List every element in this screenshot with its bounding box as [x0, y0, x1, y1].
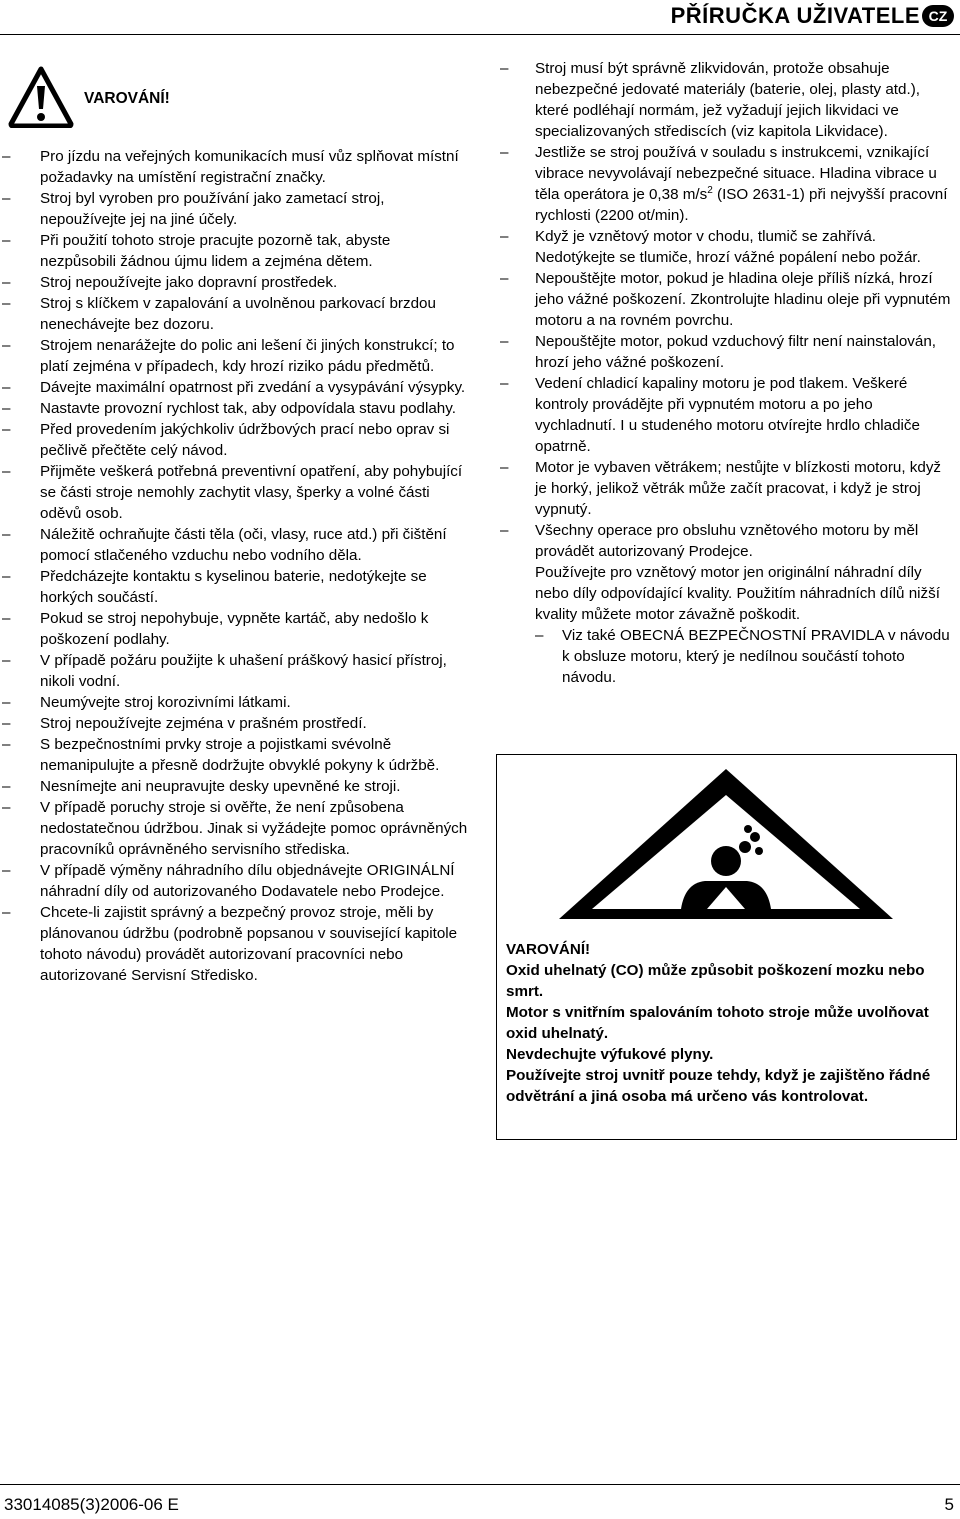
air-filter-item: – Nepouštějte motor, pokud vzduchový filtr není nainstalován, hrozí jeho vážné poškození.	[500, 333, 937, 371]
see-also-item: – Viz také OBECNÁ BEZPEČNOSTNÍ PRAVIDLA v návodu k obsluze motoru, který je nedílnou součástí tohoto návodu.	[535, 627, 950, 686]
list-item: – Dávejte maximální opatrnost při zvedání a vysypávání výsypky.	[2, 379, 466, 396]
left-safety-list	[0, 146, 470, 986]
list-item: – Stroj byl vyroben pro používání jako zametací stroj, nepoužívejte jej na jiné účely.	[2, 190, 385, 228]
list-item: – Strojem nenarážejte do polic ani lešení či jiných konstrukcí; to platí zejména v případech, kdy hrozí riziko pádu předmětů.	[2, 337, 455, 375]
list-item: – Před provedením jakýchkoliv údržbových prací nebo oprav si pečlivě přečtěte celý návod.	[2, 421, 450, 459]
list-item: – V případě výměny náhradního dílu objednávejte ORIGINÁLNÍ náhradní díly od autorizovaného Dodavatele nebo Prodejce.	[2, 862, 455, 900]
document-number: 33014085(3)2006-06 E	[4, 1495, 179, 1514]
co-warning-line: Motor s vnitřním spalováním tohoto stroje může uvolňovat oxid uhelnatý.	[506, 1004, 929, 1042]
list-item: – Stroj nepoužívejte jako dopravní prostředek.	[2, 274, 338, 291]
co-warning-line: Nevdechujte výfukové plyny.	[506, 1046, 714, 1063]
list-item: – Nastavte provozní rychlost tak, aby odpovídala stavu podlahy.	[2, 400, 456, 417]
list-item: – Neumývejte stroj korozivními látkami.	[2, 694, 291, 711]
warning-triangle-icon	[8, 66, 74, 128]
list-item: – S bezpečnostními prvky stroje a pojistkami svévolně nemanipulujte a přesně dodržujte obvyklé pokyny k údržbě.	[2, 736, 440, 774]
spare-parts-paragraph: Používejte pro vznětový motor jen originální náhradní díly nebo díly odpovídající kvality. Použitím náhradních dílů nižší kvality můžete motor závažně poškodit.	[535, 564, 940, 623]
list-item: – Stroj s klíčkem v zapalování a uvolněnou parkovací brzdou nenechávejte bez dozoru.	[2, 295, 436, 333]
list-item: – Chcete-li zajistit správný a bezpečný provoz stroje, měli by plánovanou údržbu (podrobně popsanou v související kapitole tohoto návodu) provádět autorizovaní pracovníci nebo autorizované Servisní Středisko.	[2, 904, 458, 984]
warning-heading: VAROVÁNÍ!	[84, 90, 170, 107]
language-badge: CZ	[922, 5, 954, 27]
disposal-item: – Stroj musí být správně zlikvidován, protože obsahuje nebezpečné jedovaté materiály (baterie, olej, plasty atd.), které podléhají normám, jež vyžadují jejich likvidaci ve specializovaných střediscích (viz kapitola Likvidace).	[500, 60, 920, 140]
list-item: – Stroj nepoužívejte zejména v prašném prostředí.	[2, 715, 367, 732]
right-safety-list	[500, 58, 955, 688]
list-item: – Nesnímejte ani neupravujte desky upevněné ke stroji.	[2, 778, 401, 795]
list-item: – V případě požáru použijte k uhašení práškový hasicí přístroj, nikoli vodní.	[2, 652, 447, 690]
co-warning-line: Oxid uhelnatý (CO) může způsobit poškození mozku nebo smrt.	[506, 962, 925, 1000]
list-item: – V případě poruchy stroje si ověřte, že není způsobena nedostatečnou údržbou. Jinak si vyžádejte pomoc oprávněných pracovníků oprávněného servisního střediska.	[2, 799, 468, 858]
list-item: – Pokud se stroj nepohybuje, vypněte kartáč, aby nedošlo k poškození podlahy.	[2, 610, 429, 648]
co-warning-box	[496, 754, 957, 1140]
vibration-item: – Jestliže se stroj používá v souladu s instrukcemi, vznikající vibrace nevyvolávají nebezpečné situace. Hladina vibrace u těla operátora je 0,38 $m/s^2$ (ISO 2631-1) při nejvyšší pracovní rychlosti (2200 ot/min).	[500, 144, 948, 224]
fan-item: – Motor je vybaven větrákem; nestůjte v blízkosti motoru, když je horký, jelikož větrák může začít pracovat, i když je stroj vypnutý.	[500, 459, 942, 518]
list-item: – Při použití tohoto stroje pracujte pozorně tak, abyste nezpůsobili žádnou újmu lidem a zejména dětem.	[2, 232, 391, 270]
oil-level-item: – Nepouštějte motor, pokud je hladina oleje příliš nízká, hrozí jeho vážné poškození. Zkontrolujte hladinu oleje při vypnutém motoru a na rovném povrchu.	[500, 270, 951, 329]
warning-heading-block	[0, 62, 470, 136]
list-item: – Přijměte veškerá potřebná preventivní opatření, aby pohybující se části stroje nemohly zachytit vlasy, šperky a volné části oděvů osob.	[2, 463, 463, 522]
operations-item: – Všechny operace pro obsluhu vznětového motoru by měl provádět autorizovaný Prodejce.	[500, 522, 919, 560]
list-item: – Pro jízdu na veřejných komunikacích musí vůz splňovat místní požadavky na umístění registrační značky.	[2, 148, 459, 186]
muffler-item: – Když je vznětový motor v chodu, tlumič se zahřívá. Nedotýkejte se tlumiče, hrozí vážné popálení nebo požár.	[500, 228, 921, 266]
coolant-item: – Vedení chladicí kapaliny motoru je pod tlakem. Veškeré kontroly provádějte při vypnutém motoru a po jeho vychladnutí. I u studeného motoru otvírejte hrdlo chladiče opatrně.	[500, 375, 920, 455]
list-item: – Předcházejte kontaktu s kyselinou baterie, nedotýkejte se horkých součástí.	[2, 568, 427, 606]
toxic-gas-warning-icon	[555, 765, 897, 925]
page-number: 5	[944, 1495, 954, 1514]
co-warning-line: Používejte stroj uvnitř pouze tehdy, když je zajištěno řádné odvětrání a jiná osoba má určeno vás kontrolovat.	[506, 1067, 931, 1105]
list-item: – Náležitě ochraňujte části těla (oči, vlasy, ruce atd.) při čištění pomocí stlačeného vzduchu nebo vodního děla.	[2, 526, 447, 564]
header-divider	[0, 34, 960, 35]
co-warning-text	[506, 939, 946, 1107]
co-warning-title: VAROVÁNÍ!	[506, 941, 591, 958]
manual-title: PŘÍRUČKA UŽIVATELE	[670, 3, 920, 28]
footer-divider	[0, 1484, 960, 1485]
